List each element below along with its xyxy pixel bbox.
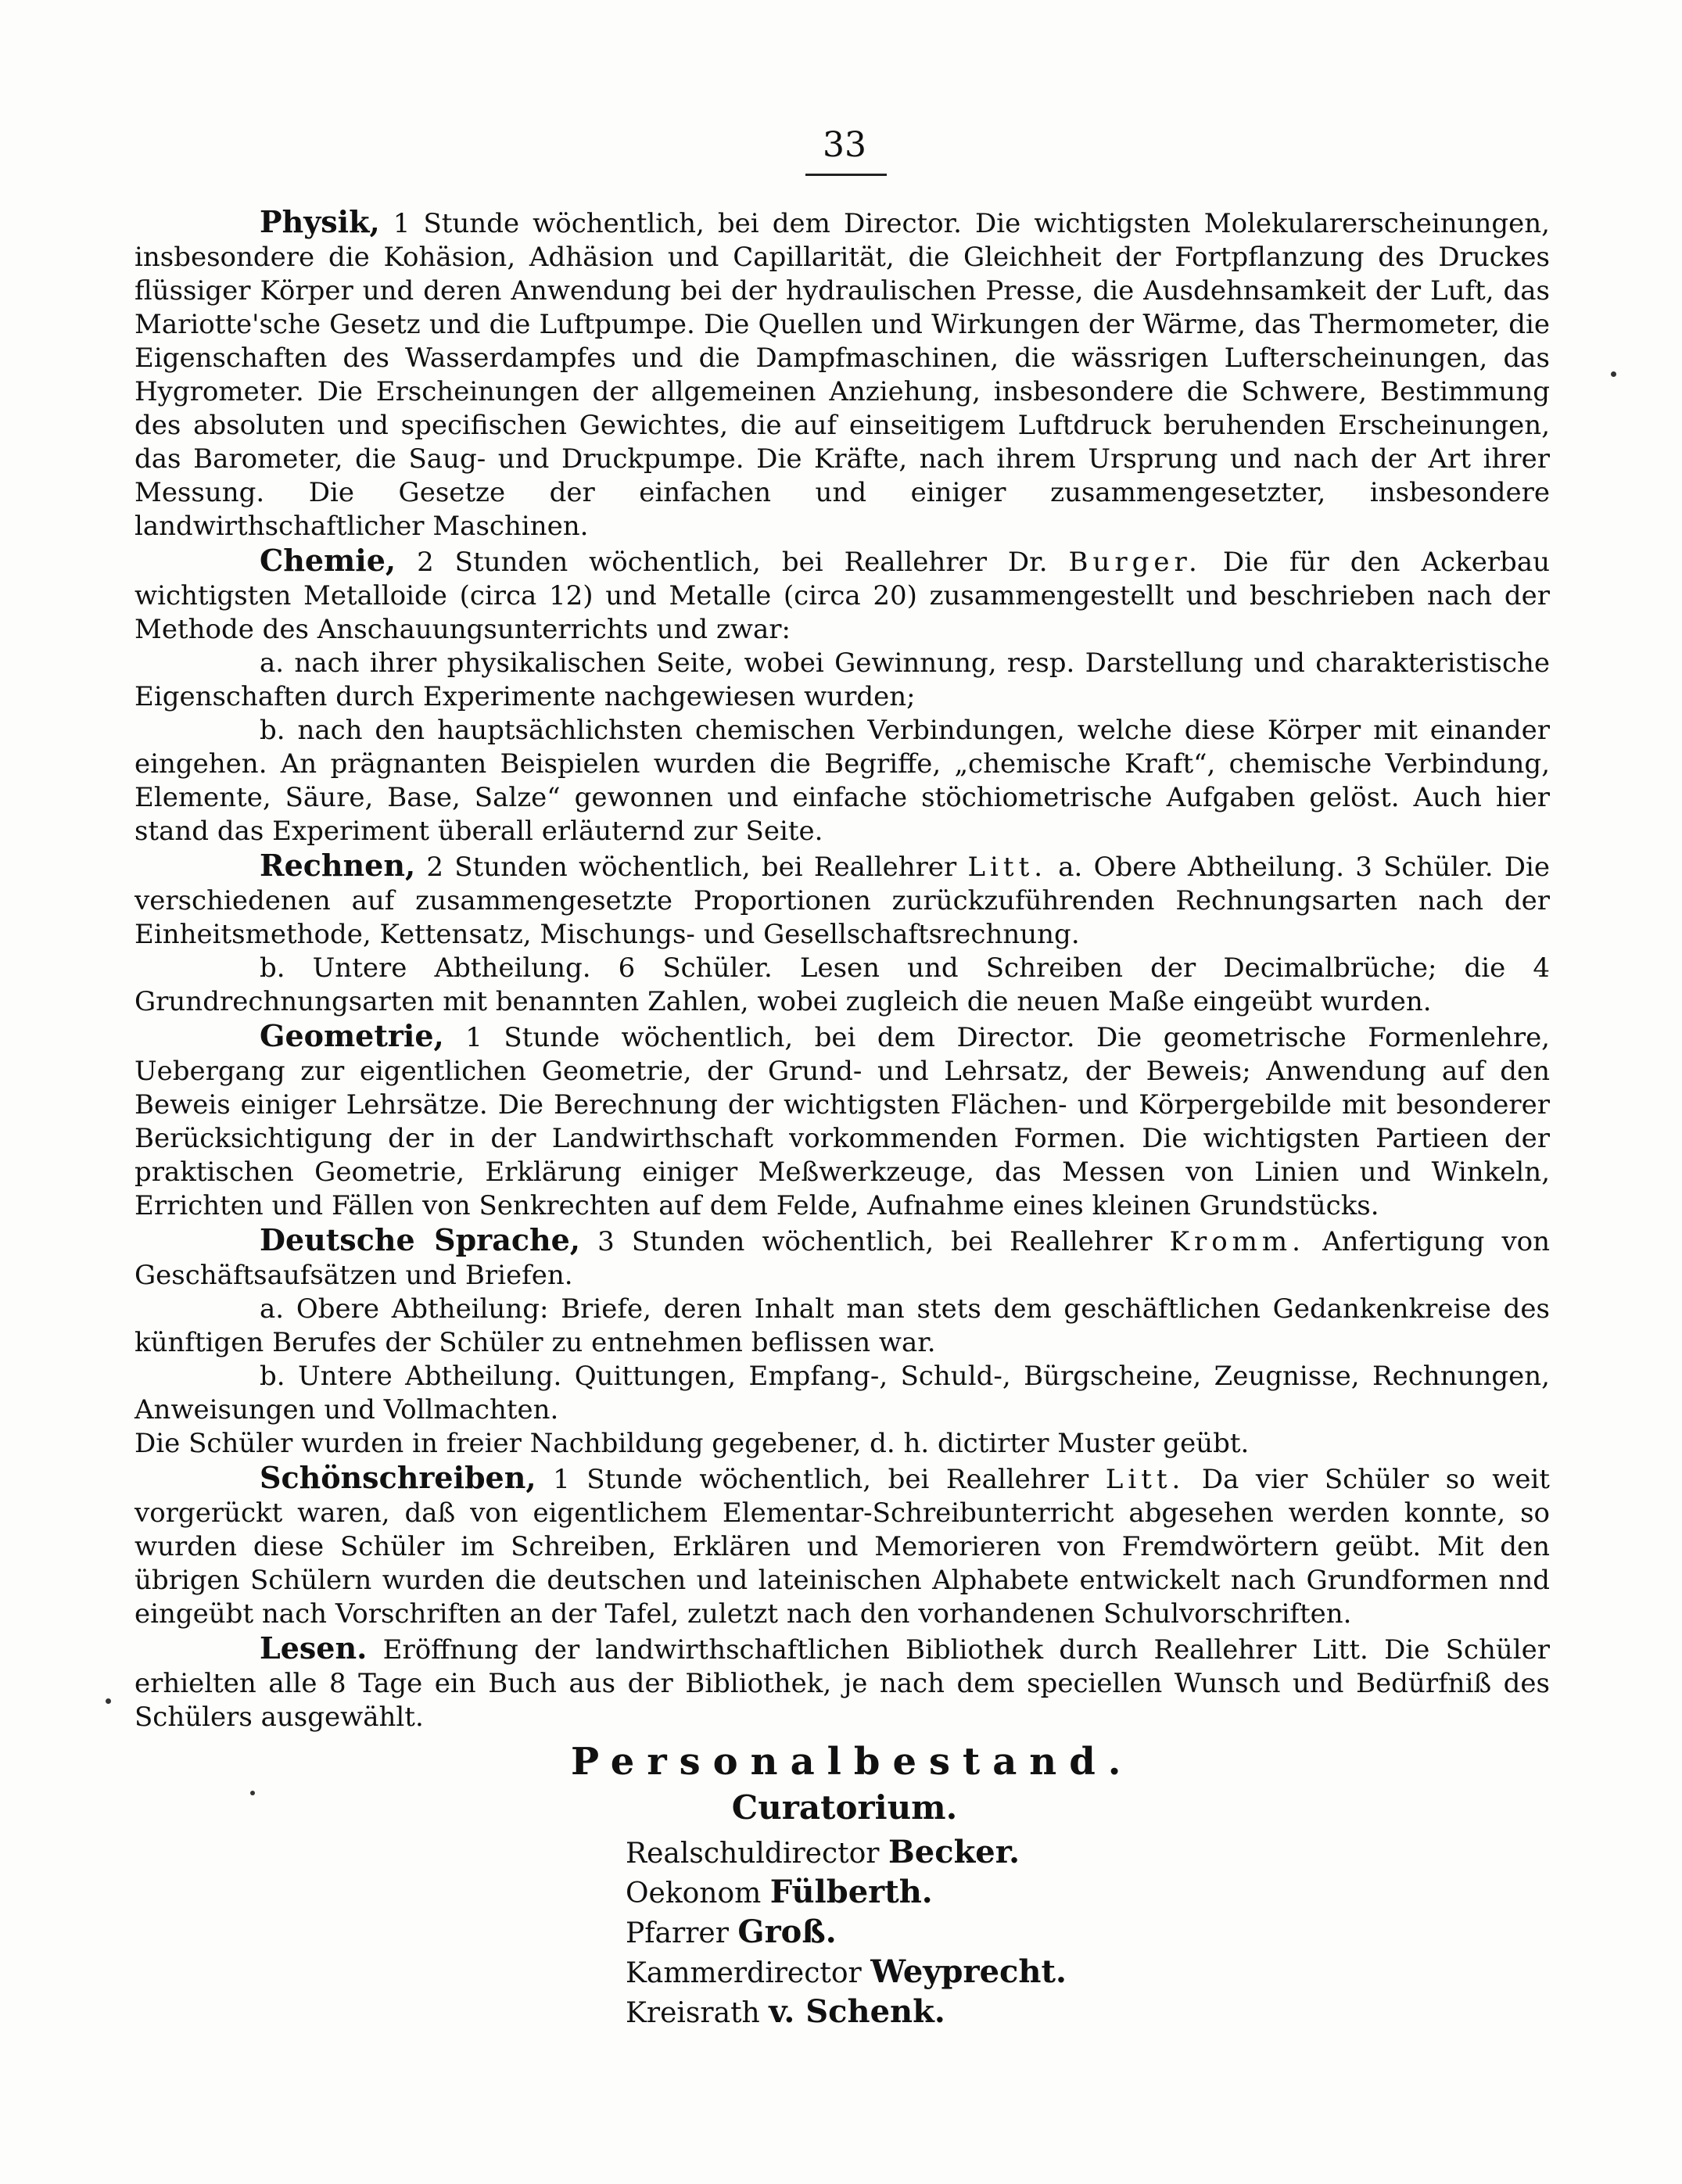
section-title-schoenschreiben: Schönschreiben, xyxy=(260,1460,536,1495)
section-text-deutsche-sprache: 3 Stunden wöchentlich, bei Reallehrer xyxy=(597,1226,1153,1257)
print-speck xyxy=(106,1698,111,1704)
teacher-name-deutsche-sprache: Kromm. xyxy=(1169,1226,1305,1257)
section-title-rechnen: Rechnen, xyxy=(260,848,416,883)
rechnen-item-b: b. Untere Abtheilung. 6 Schüler. Lesen und Schreiben der Decimalbrüche; die 4 Grundrechnungsarten mit benannten Zahlen, wobei zugleich die neuen Maße eingeübt wurden. xyxy=(134,952,1550,1017)
personalbestand-block xyxy=(547,1740,1134,2032)
main-text xyxy=(134,205,1550,1734)
deutsche-item-a: a. Obere Abtheilung: Briefe, deren Inhalt man stets dem geschäftlichen Gedankenkreise des künftigen Berufes der Schüler zu entnehmen beflissen war. xyxy=(134,1293,1550,1358)
section-deutsche-sprache xyxy=(134,1223,1550,1293)
section-title-physik: Physik, xyxy=(260,204,380,239)
member-name: Weyprecht. xyxy=(870,1953,1067,1990)
deutsche-item-b: b. Untere Abtheilung. Quittungen, Empfang-, Schuld-, Bürgscheine, Zeugnisse, Rechnungen, Anweisungen und Vollmachten. xyxy=(134,1361,1550,1426)
curatorium-member xyxy=(626,1953,1095,1992)
member-name: Groß. xyxy=(737,1913,837,1950)
curatorium-member xyxy=(626,1833,1095,1873)
member-name: v. Schenk. xyxy=(769,1993,945,2030)
member-role: Kammerdirector xyxy=(626,1957,862,1989)
section-text-deutsche-sprache-cont: Anfertigung von Geschäftsaufsätzen und Briefen. xyxy=(134,1226,1551,1291)
section-title-geometrie: Geometrie, xyxy=(260,1018,444,1053)
section-chemie xyxy=(134,543,1550,647)
member-name: Becker. xyxy=(888,1834,1020,1870)
chemie-item-b: b. nach den hauptsächlichsten chemischen Verbindungen, welche diese Körper mit einander eingehen. An prägnanten Beispielen wurden die Begriffe, „chemische Kraft“, chemische Verbindung, Elemente, Säure, Base, Salze“ gewonnen und einfache stöchiometrische Aufgaben gelöst. Auch hier stand das Experiment überall erläuternd zur Seite. xyxy=(134,715,1550,847)
section-schoenschreiben xyxy=(134,1461,1550,1631)
section-text-schoenschreiben: 1 Stunde wöchentlich, bei Reallehrer xyxy=(553,1464,1089,1495)
teacher-name-chemie: Burger. xyxy=(1068,547,1202,578)
section-rechnen xyxy=(134,848,1550,952)
teacher-name-schoenschreiben: Litt. xyxy=(1105,1464,1185,1495)
section-geometrie xyxy=(134,1019,1550,1223)
curatorium-member xyxy=(626,1873,1095,1913)
teacher-name-rechnen: Litt. xyxy=(967,852,1048,883)
member-role: Realschuldirector xyxy=(626,1838,880,1870)
section-title-lesen: Lesen. xyxy=(260,1630,368,1666)
page-number-rule xyxy=(805,174,887,176)
print-speck xyxy=(250,1791,255,1795)
page-number: 33 xyxy=(823,125,866,165)
section-text-lesen: Eröffnung der landwirthschaftlichen Bibliothek durch Reallehrer Litt. Die Schüler erhielten alle 8 Tage ein Buch aus der Bibliothek, je nach dem speciellen Wunsch und Bedürfniß des Schülers ausgewählt. xyxy=(134,1634,1551,1733)
curatorium-heading: Curatorium. xyxy=(731,1788,958,1827)
section-title-chemie: Chemie, xyxy=(260,543,396,578)
section-text-chemie-cont: Die für den Ackerbau wichtigsten Metalloide (circa 12) und Metalle (circa 20) zusammengestellt und beschrieben nach der Methode des Anschauungsunterrichts und zwar: xyxy=(134,547,1550,645)
section-text-chemie: 2 Stunden wöchentlich, bei Reallehrer Dr. xyxy=(417,547,1048,578)
personalbestand-title: Personalbestand. xyxy=(571,1740,1134,1784)
curatorium-member xyxy=(626,1992,1095,2032)
member-role: Kreisrath xyxy=(626,1997,760,2029)
section-text-schoenschreiben-cont: Da vier Schüler so weit vorgerückt waren, daß von eigentlichem Elementar-Schreibunterricht abgesehen werden konnte, so wurden diese Schüler im Schreiben, Erklären und Memorieren von Fremdwörtern geübt. Mit den übrigen Schülern wurden die deutschen und lateinischen Alphabete entwickelt nach Grundformen nnd eingeübt nach Vorschriften an der Tafel, zuletzt nach den vorhandenen Schulvorschriften. xyxy=(134,1464,1550,1630)
section-text-physik: 1 Stunde wöchentlich, bei dem Director. Die wichtigsten Molekularerscheinungen, insbesondere die Kohäsion, Adhäsion und Capillarität, die Gleichheit der Fortpflanzung des Druckes flüssiger Körper und deren Anwendung bei der hydraulischen Presse, die Ausdehnsamkeit der Luft, das Mariotte'sche Gesetz und die Luftpumpe. Die Quellen und Wirkungen der Wärme, das Thermometer, die Eigenschaften des Wasserdampfes und die Dampfmaschinen, die wässrigen Lufterscheinungen, das Hygrometer. Die Erscheinungen der allgemeinen Anziehung, insbesondere die Schwere, Bestimmung des absoluten und specifischen Gewichtes, die auf einseitigem Luftdruck beruhenden Erscheinungen, das Barometer, die Saug- und Druckpumpe. Die Kräfte, nach ihrem Ursprung und nach der Art ihrer Messung. Die Gesetze der einfachen und einiger zusammengesetzter, insbesondere landwirthschaftlicher Maschinen. xyxy=(134,208,1550,542)
deutsche-closing: Die Schüler wurden in freier Nachbildung gegebener, d. h. dictirter Muster geübt. xyxy=(134,1428,1250,1459)
member-name: Fülberth. xyxy=(769,1874,933,1910)
section-text-rechnen-cont: a. Obere Abtheilung. 3 Schüler. Die verschiedenen auf zusammengesetzte Proportionen zurückzuführenden Rechnungsarten nach der Einheitsmethode, Kettensatz, Mischungs- und Gesellschaftsrechnung. xyxy=(134,852,1551,950)
print-speck xyxy=(1611,371,1616,377)
section-text-rechnen: 2 Stunden wöchentlich, bei Reallehrer xyxy=(426,852,957,883)
section-lesen xyxy=(134,1631,1550,1734)
section-physik xyxy=(134,205,1550,543)
member-role: Pfarrer xyxy=(626,1917,729,1949)
member-role: Oekonom xyxy=(626,1877,762,1910)
section-title-deutsche-sprache: Deutsche Sprache, xyxy=(260,1222,580,1257)
section-text-geometrie: 1 Stunde wöchentlich, bei dem Director. Die geometrische Formenlehre, Uebergang zur eigentlichen Geometrie, der Grund- und Lehrsatz, der Beweis; Anwendung auf den Beweis einiger Lehrsätze. Die Berechnung der wichtigsten Flächen- und Körpergebilde mit besonderer Berücksichtigung der in der Landwirthschaft vorkommenden Formen. Die wichtigsten Partieen der praktischen Geometrie, Erklärung einiger Meßwerkzeuge, das Messen von Linien und Winkeln, Errichten und Fällen von Senkrechten auf dem Felde, Aufnahme eines kleinen Grundstücks. xyxy=(134,1022,1550,1221)
curatorium-member xyxy=(626,1913,1095,1953)
chemie-item-a: a. nach ihrer physikalischen Seite, wobei Gewinnung, resp. Darstellung und charakteristische Eigenschaften durch Experimente nachgewiesen wurden; xyxy=(134,647,1550,712)
